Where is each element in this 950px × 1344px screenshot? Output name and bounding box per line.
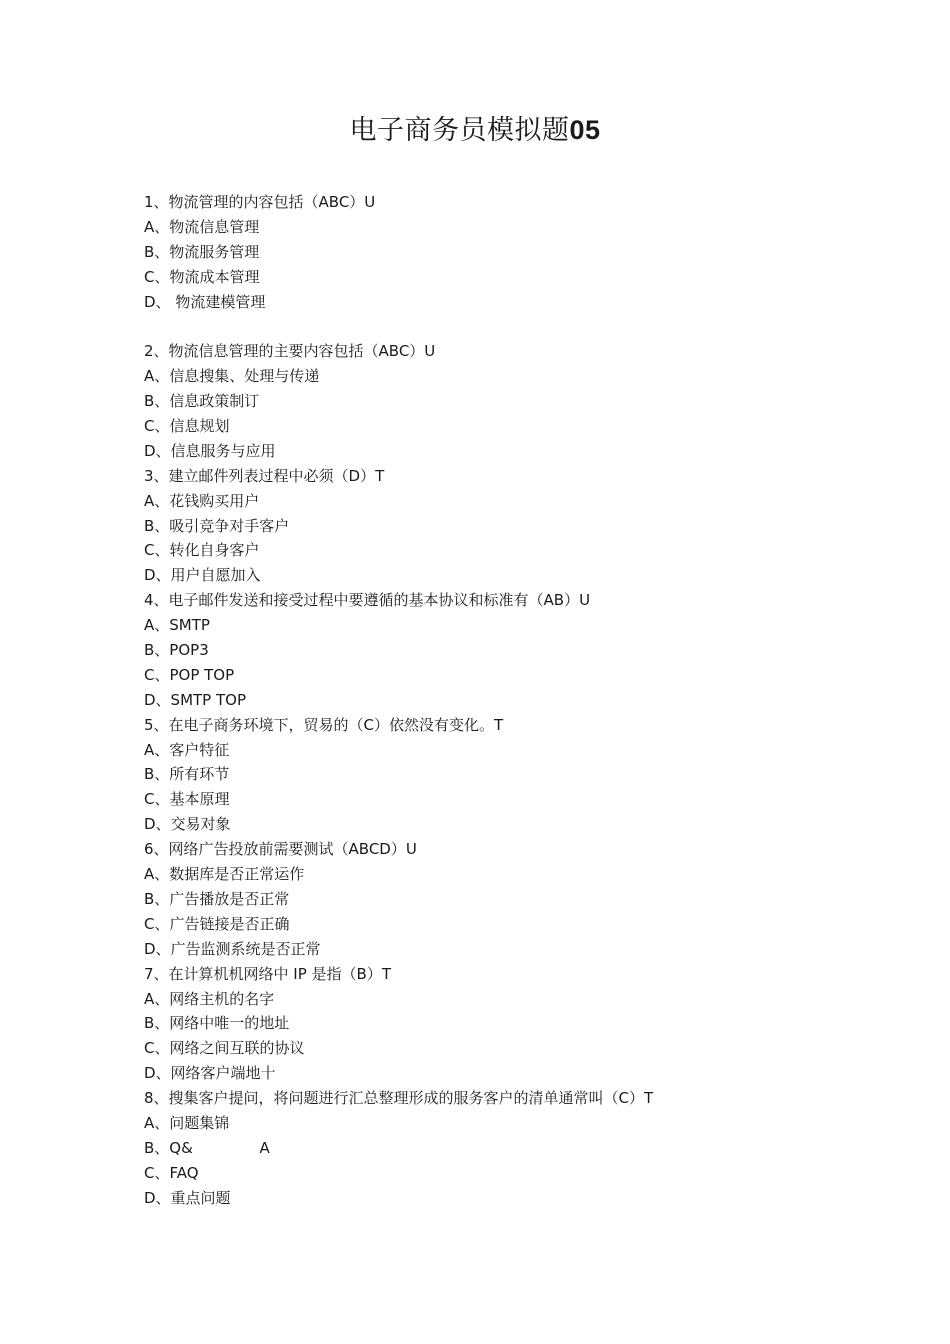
question-2-option-d: D、信息服务与应用 bbox=[144, 441, 276, 460]
question-7-option-a: A、网络主机的名字 bbox=[144, 989, 275, 1008]
question-2-option-b: B、信息政策制订 bbox=[144, 392, 260, 411]
question-6-option-a: A、数据库是否正常运作 bbox=[144, 865, 305, 884]
question-3-option-a: A、花钱购买用户 bbox=[144, 491, 260, 510]
question-1: 1、物流管理的内容包括（ABC）U bbox=[144, 193, 376, 211]
question-2: 2、物流信息管理的主要内容包括（ABC）U bbox=[144, 342, 436, 361]
question-6-option-d: D、广告监测系统是否正常 bbox=[144, 939, 321, 958]
question-5: 5、在电子商务环境下，贸易的（C）依然没有变化。T bbox=[144, 715, 504, 734]
question-7-option-d: D、网络客户端地十 bbox=[144, 1064, 276, 1083]
question-8-option-c: C、FAQ bbox=[144, 1163, 199, 1182]
question-3-option-c: C、转化自身客户 bbox=[144, 541, 260, 560]
question-7: 7、在计算机机网络中 IP 是指（B）T bbox=[144, 964, 392, 983]
question-4-option-c: C、POP TOP bbox=[144, 665, 235, 684]
question-4-option-d: D、SMTP TOP bbox=[144, 690, 247, 709]
question-1-option-d: D、 物流建模管理 bbox=[144, 292, 266, 311]
question-1-option-a: A、物流信息管理 bbox=[144, 217, 260, 236]
document-title bbox=[0, 110, 950, 151]
question-5-option-d: D、交易对象 bbox=[144, 815, 231, 834]
question-7-option-b: B、网络中唯一的地址 bbox=[144, 1014, 290, 1033]
question-6: 6、网络广告投放前需要测试（ABCD）U bbox=[144, 840, 417, 859]
question-3: 3、建立邮件列表过程中必须（D）T bbox=[144, 466, 385, 485]
title-number: 05 bbox=[569, 115, 601, 145]
question-5-option-b: B、所有环节 bbox=[144, 765, 230, 784]
question-5-option-a: A、客户特征 bbox=[144, 740, 230, 759]
question-8-option-d: D、重点问题 bbox=[144, 1188, 231, 1207]
question-6-option-c: C、广告链接是否正确 bbox=[144, 914, 290, 933]
question-3-option-d: D、用户自愿加入 bbox=[144, 566, 261, 585]
blank-line bbox=[144, 314, 844, 339]
question-8-option-b: B、Q& A bbox=[144, 1138, 270, 1157]
question-2-option-c: C、信息规划 bbox=[144, 417, 230, 436]
question-1-option-b: B、物流服务管理 bbox=[144, 242, 260, 261]
question-list bbox=[144, 190, 844, 1211]
question-4-option-b: B、POP3 bbox=[144, 641, 209, 660]
question-6-option-b: B、广告播放是否正常 bbox=[144, 889, 290, 908]
question-4: 4、电子邮件发送和接受过程中要遵循的基本协议和标准有（AB）U bbox=[144, 591, 591, 610]
title-text: 电子商务员模拟题 bbox=[349, 115, 570, 146]
question-8-option-a: A、问题集锦 bbox=[144, 1113, 230, 1132]
question-4-option-a: A、SMTP bbox=[144, 616, 210, 635]
question-8: 8、搜集客户提问，将问题进行汇总整理形成的服务客户的清单通常叫（C）T bbox=[144, 1089, 654, 1108]
question-1-option-c: C、物流成本管理 bbox=[144, 267, 260, 286]
question-2-option-a: A、信息搜集、处理与传递 bbox=[144, 367, 320, 386]
question-5-option-c: C、基本原理 bbox=[144, 790, 230, 809]
question-3-option-b: B、吸引竞争对手客户 bbox=[144, 516, 290, 535]
question-7-option-c: C、网络之间互联的协议 bbox=[144, 1039, 305, 1058]
